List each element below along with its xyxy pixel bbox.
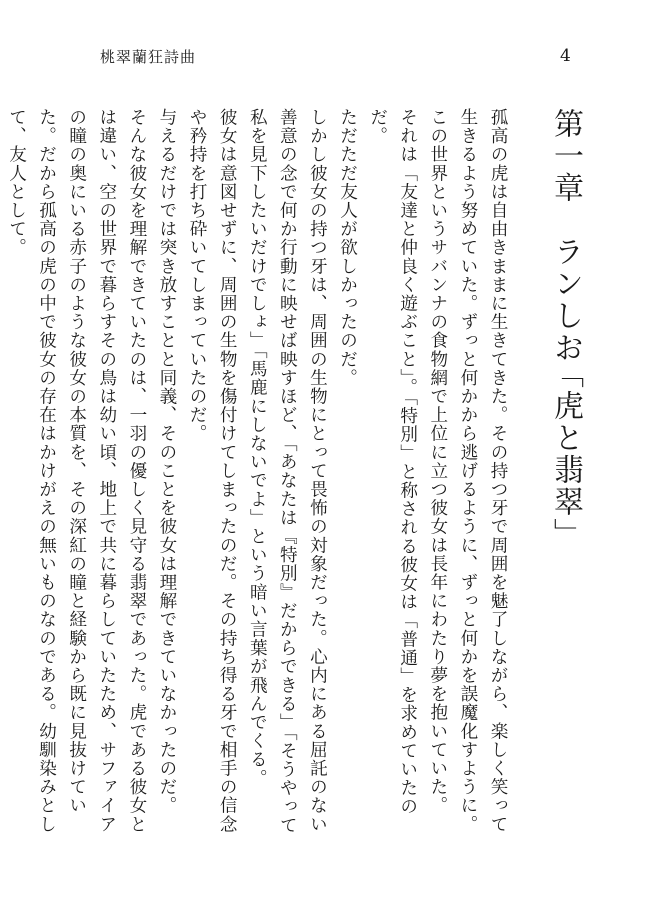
paragraph: 与えるだけでは突き放すことと同義、そのことを彼女は理解できていなかったのだ。	[156, 108, 177, 815]
page-number: 4	[560, 46, 571, 66]
paragraph: そんな彼女を理解できていたのは、一羽の優しく見守る翡翠であった。虎である彼女とは違い、空の世界で暮らすその鳥は幼い頃、地上で共に暮らしていたため、サファイアの瞳の奥にいる赤子のような彼女の本質を、その深紅の瞳と経験から既に見抜けていた。だから孤高の虎の中で彼女の存在はかけがえの無いものなのである。幼馴染みとして、友人として。	[6, 108, 147, 834]
chapter-subtitle: 「虎と翡翠」	[548, 358, 583, 550]
book-title: 桃翠蘭狂詩曲	[100, 48, 197, 66]
body-text	[6, 108, 513, 848]
paragraph: それは「友達と仲良く遊ぶこと」。「特別」と称される彼女は「普通」を求めていたのだ。	[367, 108, 418, 816]
paragraph: この世界というサバンナの食物網で上位に立つ彼女は長年にわたり夢を抱いていた。	[427, 108, 448, 815]
paragraph: 彼女は意図せずに、周囲の生物を傷付けてしまったのだ。その持ち得る牙で相手の信念や矜持を打ち砕いてしまっていたのだ。	[187, 108, 238, 834]
paragraph: ただただ友人が欲しかったのだ。	[337, 108, 358, 387]
chapter-title: 第一章 ランしお	[548, 108, 583, 364]
paragraph: しかし彼女の持つ牙は、周囲の生物にとって畏怖の対象だった。心内にある屈託のない善意の念で何か行動に映せば映すほど、「あなたは『特別』だからできる」「そうやって私を見下したいだけでしょ」「馬鹿にしないでよ」という暗い言葉が飛んでくる。	[247, 108, 328, 835]
paragraph: 孤高の虎は自由きままに生きてきた。その持つ牙で周囲を魅了しながら、楽しく笑って生きるよう努めていた。ずっと何かから逃げるように、ずっと何かを誤魔化すように。	[457, 108, 508, 834]
